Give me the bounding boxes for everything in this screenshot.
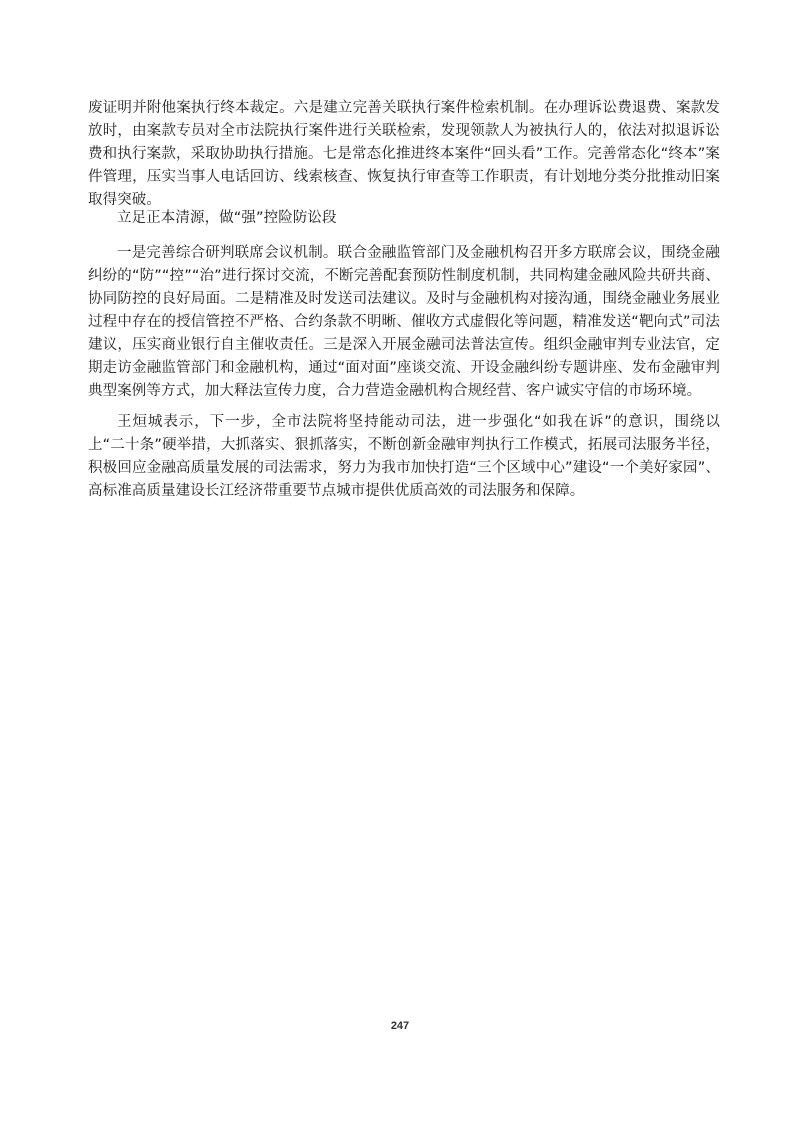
- page-number: 247: [390, 1020, 410, 1032]
- paragraph-continuation: 废证明并附他案执行终本裁定。六是建立完善关联执行案件检索机制。在办理诉讼费退费、案款发放时，由案款专员对全市法院执行案件进行关联检索，发现领款人为被执行人的，依法对拟退诉讼费和执行案款，采取协助执行措施。七是常态化推进终本案件“回头看”工作。完善常态化“终本”案件管理，压实当事人电话回访、线索核查、恢复执行审查等工作职责，有计划地分类分批推动旧案取得突破。: [88, 100, 720, 208]
- paragraph-conclusion: 王烜城表示，下一步，全市法院将坚持能动司法，进一步强化“如我在诉”的意识，围绕以上“二十条”硬举措，大抓落实、狠抓落实，不断创新金融审判执行工作模式，拓展司法服务半径，积极回应金融高质量发展的司法需求，努力为我市加快打造“三个区域中心”建设“一个美好家园”、高标准高质量建设长江经济带重要节点城市提供优质高效的司法服务和保障。: [88, 414, 720, 499]
- paragraph-measures: 一是完善综合研判联席会议机制。联合金融监管部门及金融机构召开多方联席会议，围绕金融纠纷的“防”“控”“治”进行探讨交流，不断完善配套预防性制度机制，共同构建金融风险共研共商、协同防控的良好局面。二是精准及时发送司法建议。及时与金融机构对接沟通，围绕金融业务展业过程中存在的授信管控不严格、合约条款不明晰、催收方式虚假化等问题，精准发送“靶向式”司法建议，压实商业银行自主催收责任。三是深入开展金融司法普法宣传。组织金融审判专业法官，定期走访金融监管部门和金融机构，通过“面对面”座谈交流、开设金融纠纷专题讲座、发布金融审判典型案例等方式，加大释法宣传力度，合力营造金融机构合规经营、客户诚实守信的市场环境。: [88, 245, 720, 399]
- section-heading: 立足正本清源，做“强”控险防讼段: [117, 210, 337, 226]
